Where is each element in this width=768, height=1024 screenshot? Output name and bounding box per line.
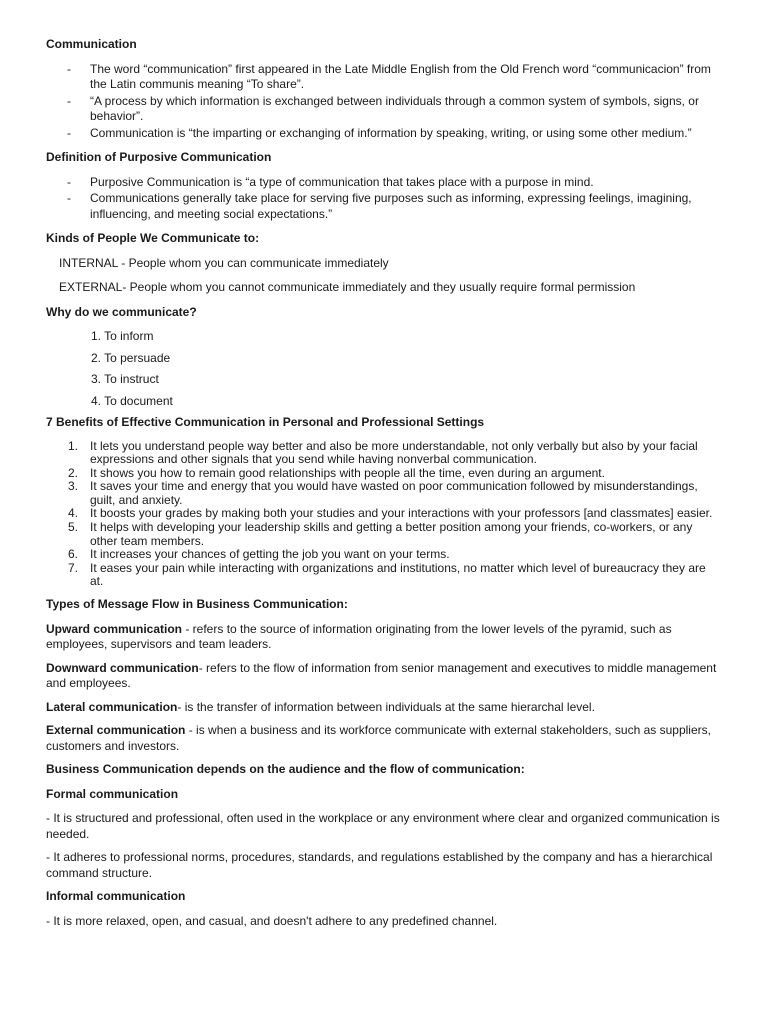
list-item (46, 126, 722, 142)
section-heading-why: Why do we communicate? (46, 304, 197, 319)
section-heading-purposive: Definition of Purposive Communication (46, 150, 272, 164)
section-heading-kinds: Kinds of People We Communicate to: (46, 231, 260, 245)
why-item: 4. To document (91, 393, 173, 408)
external-term: External communication (46, 723, 186, 738)
purposive-list (46, 175, 722, 223)
upward-term: Upward communication (46, 621, 183, 636)
list-item-text: Purposive Communication is “a type of communication that takes place with a purpose in mind. (90, 174, 594, 189)
lateral-paragraph (46, 700, 722, 716)
list-item (46, 562, 722, 589)
benefits-list (46, 440, 722, 590)
downward-paragraph (46, 661, 722, 692)
lateral-definition: - is the transfer of information between individuals at the same hierarchal level. (177, 699, 595, 714)
list-item (46, 480, 722, 507)
why-item: 2. To persuade (91, 350, 171, 365)
dash-bullet: - (67, 174, 71, 189)
external-paragraph (46, 723, 722, 754)
list-number: 3. (68, 479, 79, 494)
list-item-text: It shows you how to remain good relationships with people all the time, even during an argument. (90, 465, 605, 480)
dash-bullet: - (67, 61, 71, 76)
list-item (46, 507, 722, 521)
internal-definition: INTERNAL - People whom you can communicate immediately (59, 255, 389, 270)
formal-heading: Formal communication (46, 786, 179, 801)
dash-bullet: - (67, 125, 71, 140)
list-item-text: It boosts your grades by making both your studies and your interactions with your professors [and classmates] easier. (90, 506, 713, 521)
section-heading-flow: Types of Message Flow in Business Communication: (46, 597, 348, 612)
list-item-text: It increases your chances of getting the job you want on your terms. (90, 547, 450, 562)
list-item-text: Communications generally take place for serving five purposes such as informing, expressing feelings, imagining, influencing, and meeting social expectations.” (90, 191, 692, 221)
list-number: 6. (68, 547, 79, 562)
upward-definition: - refers to the source of information originating from the lower levels of the pyramid, such as employees, supervisors and team leaders. (46, 621, 672, 652)
informal-point: - It is more relaxed, open, and casual, and doesn't adhere to any predefined channel. (46, 913, 498, 928)
list-item-text: Communication is “the imparting or exchanging of information by speaking, writing, or using some other medium.” (90, 125, 692, 140)
section-heading-communication: Communication (46, 37, 137, 51)
upward-paragraph (46, 622, 722, 653)
section-heading-business: Business Communication depends on the audience and the flow of communication: (46, 762, 525, 777)
list-item-text: It lets you understand people way better and also be more understandable, not only verbally but also by your facial expressions and other signals that you send while having nonverbal communication. (90, 438, 698, 467)
dash-bullet: - (67, 93, 71, 108)
list-item (46, 94, 722, 125)
formal-point: - It adheres to professional norms, procedures, standards, and regulations established by the company and has a hierarchical command structure. (46, 850, 713, 880)
list-number: 2. (68, 465, 79, 480)
list-item (46, 521, 722, 548)
informal-heading: Informal communication (46, 889, 186, 904)
downward-term: Downward communication (46, 660, 199, 675)
lateral-term: Lateral communication (46, 699, 178, 714)
downward-definition: - refers to the flow of information from senior management and executives to middle management and employees. (46, 660, 717, 691)
list-item (46, 548, 722, 562)
why-item: 3. To instruct (91, 372, 159, 386)
list-item (46, 175, 722, 191)
list-item-text: It eases your pain while interacting with organizations and institutions, no matter which level of bureaucracy they are at. (90, 560, 706, 589)
section-heading-benefits: 7 Benefits of Effective Communication in Personal and Professional Settings (46, 415, 485, 429)
list-item (46, 62, 722, 93)
communication-list (46, 62, 722, 142)
list-number: 4. (68, 506, 79, 521)
list-item-text: “A process by which information is exchanged between individuals through a common system of symbols, signs, or behavior”. (90, 93, 699, 123)
formal-point: - It is structured and professional, often used in the workplace or any environment where clear and organized communication is needed. (46, 811, 720, 841)
list-item (46, 467, 722, 481)
why-item: 1. To inform (91, 329, 154, 343)
external-definition: EXTERNAL- People whom you cannot communicate immediately and they usually require formal permission (59, 280, 636, 294)
list-number: 1. (68, 438, 79, 453)
external-comm-definition: - is when a business and its workforce communicate with external stakeholders, such as suppliers, customers and investors. (46, 723, 711, 753)
list-item (46, 191, 722, 222)
list-item (46, 440, 722, 467)
list-number: 5. (68, 520, 79, 535)
list-item-text: It saves your time and energy that you would have wasted on poor communication followed by misunderstandings, guilt, and anxiety. (90, 479, 698, 507)
list-number: 7. (68, 560, 79, 575)
list-item-text: The word “communication” first appeared in the Late Middle English from the Old French word “communicacion” from the Latin communis meaning “To share”. (90, 61, 711, 91)
dash-bullet: - (67, 191, 71, 205)
list-item-text: It helps with developing your leadership skills and getting a better position among your friends, co-workers, or any other team members. (90, 520, 693, 548)
